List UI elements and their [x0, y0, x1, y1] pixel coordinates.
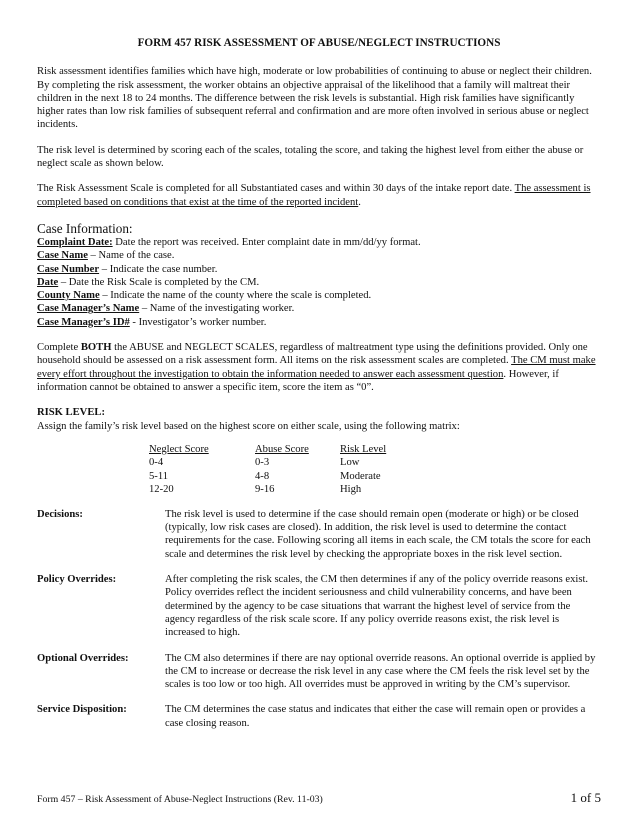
section-service-disposition	[37, 703, 601, 730]
case-information-heading: Case Information:	[37, 220, 133, 236]
case-info-desc: – Indicate the name of the county where the scale is completed.	[99, 290, 372, 302]
column-header-abuse: Abuse Score	[255, 443, 309, 455]
risk-matrix	[149, 443, 420, 497]
section-text: The CM determines the case status and indicates that either the case will remain open or provides a case closing reason.	[165, 704, 586, 729]
case-info-desc: Date the report was received. Enter complaint date in mm/dd/yy format.	[112, 236, 421, 248]
case-info-item	[37, 236, 601, 249]
page-footer	[37, 791, 601, 806]
column-header-risk: Risk Level	[340, 443, 387, 455]
table-cell: Low	[340, 457, 360, 469]
section-label: Decisions:	[37, 508, 83, 520]
complete-paragraph	[37, 341, 601, 394]
complete-end: . However, if information cannot be obtained to answer a specific item, score the item as “0”.	[37, 368, 559, 393]
page-number: 1 of 5	[570, 790, 601, 805]
case-info-item	[37, 316, 601, 329]
table-cell: 9-16	[255, 484, 275, 496]
scoring-paragraph: The risk level is determined by scoring each of the scales, totaling the score, and taking the highest level from either the abuse or neglect scale as shown below.	[37, 144, 584, 170]
table-cell: 4-8	[255, 470, 270, 482]
table-row	[149, 470, 420, 484]
footer-form-name: Form 457 – Risk Assessment of Abuse-Neglect Instructions (Rev. 11-03)	[37, 794, 323, 805]
section-label: Service Disposition:	[37, 704, 127, 716]
table-row	[149, 483, 420, 497]
case-info-item	[37, 249, 601, 262]
scale-paragraph-text: The Risk Assessment Scale is completed for all Substantiated cases and within 30 days of the intake report date.	[37, 183, 515, 195]
section-label: Policy Overrides:	[37, 574, 117, 586]
case-info-term: County Name	[37, 290, 100, 302]
table-cell: 0-3	[255, 457, 270, 469]
intro-paragraph: Risk assessment identifies families which have high, moderate or low probabilities of continuing to abuse or neglect their children. By completing the risk assessment, the worker obtains an objective appraisal of the likelihood that a family will maltreat their children in the next 18 to 24 months. The difference between the risk levels is substantial. High risk families have significantly higher rates than low risk families of subsequent referral and confirmation and are more often involved in serious abuse or neglect incidents.	[37, 66, 592, 131]
table-row	[149, 456, 420, 470]
scale-paragraph-underlined: The assessment is completed based on conditions that exist at the time of the reported incident	[37, 183, 591, 208]
case-info-term: Date	[37, 276, 59, 288]
section-label: Optional Overrides:	[37, 652, 129, 664]
section-text: The CM also determines if there are nay optional override reasons. An optional override is applied by the CM to increase or decrease the risk level in any case where the CM feels the risk level set by the scales is too low or too high. All overrides must be approved in writing by the CM’s supervisor.	[165, 652, 596, 691]
complete-bold: BOTH	[80, 342, 112, 354]
case-info-item	[37, 302, 601, 315]
case-info-term: Case Manager’s Name	[37, 303, 140, 315]
case-info-desc: – Indicate the case number.	[99, 263, 218, 275]
case-info-term: Case Manager’s ID#	[37, 316, 130, 328]
case-information-list	[37, 236, 601, 329]
complete-mid: the ABUSE and NEGLECT SCALES, regardless of maltreatment type using the definitions provided. Only one household should be assessed on a risk assessment form. All items on the risk assessment scales are completed.	[37, 342, 588, 367]
case-info-term: Case Name	[37, 250, 88, 262]
table-cell: High	[340, 484, 362, 496]
document-title: FORM 457 RISK ASSESSMENT OF ABUSE/NEGLECT INSTRUCTIONS	[137, 37, 501, 49]
case-info-item	[37, 289, 601, 302]
column-header-neglect: Neglect Score	[149, 443, 209, 455]
section-decisions	[37, 508, 601, 561]
table-cell: 12-20	[149, 484, 174, 496]
section-text: After completing the risk scales, the CM then determines if any of the policy override reasons exist. Policy overrides reflect the incident seriousness and child vulnerability concerns, and have been determined by the agency to be case situations that warrant the highest level of service from the agency regardless of the risk scale score. If any policy override reasons exist, the risk level is increased to high.	[165, 574, 589, 639]
case-info-item	[37, 263, 601, 276]
scale-paragraph	[37, 182, 601, 209]
case-info-item	[37, 276, 601, 289]
risk-level-intro: Assign the family’s risk level based on the highest score on either scale, using the following matrix:	[37, 420, 460, 432]
complete-pre: Complete	[37, 342, 81, 354]
case-info-desc: – Name of the case.	[87, 250, 175, 262]
scale-paragraph-end: .	[358, 196, 361, 208]
case-info-desc: – Name of the investigating worker.	[139, 303, 295, 315]
case-info-term: Complaint Date:	[37, 236, 113, 248]
table-cell: 5-11	[149, 470, 169, 482]
risk-matrix-header	[149, 443, 420, 457]
case-info-desc: - Investigator’s worker number.	[129, 316, 267, 328]
table-cell: Moderate	[340, 470, 381, 482]
table-cell: 0-4	[149, 457, 164, 469]
complete-underlined: The CM must make every effort throughout the investigation to obtain the information needed to answer each assessment question	[37, 355, 596, 380]
section-optional-overrides	[37, 652, 601, 692]
case-info-term: Case Number	[37, 263, 100, 275]
document-page	[37, 37, 601, 742]
case-info-desc: – Date the Risk Scale is completed by the CM.	[58, 276, 260, 288]
section-policy-overrides	[37, 573, 601, 639]
section-text: The risk level is used to determine if the case should remain open (moderate or high) or be closed (typically, low risk cases are closed). In addition, the risk level is used to determine the contact requirements for the case. Following scoring all items in each scale, the CM totals the score for each scale and determines the risk level by checking the appropriate boxes in the risk level section.	[165, 508, 591, 560]
risk-level-heading: RISK LEVEL:	[37, 407, 105, 419]
